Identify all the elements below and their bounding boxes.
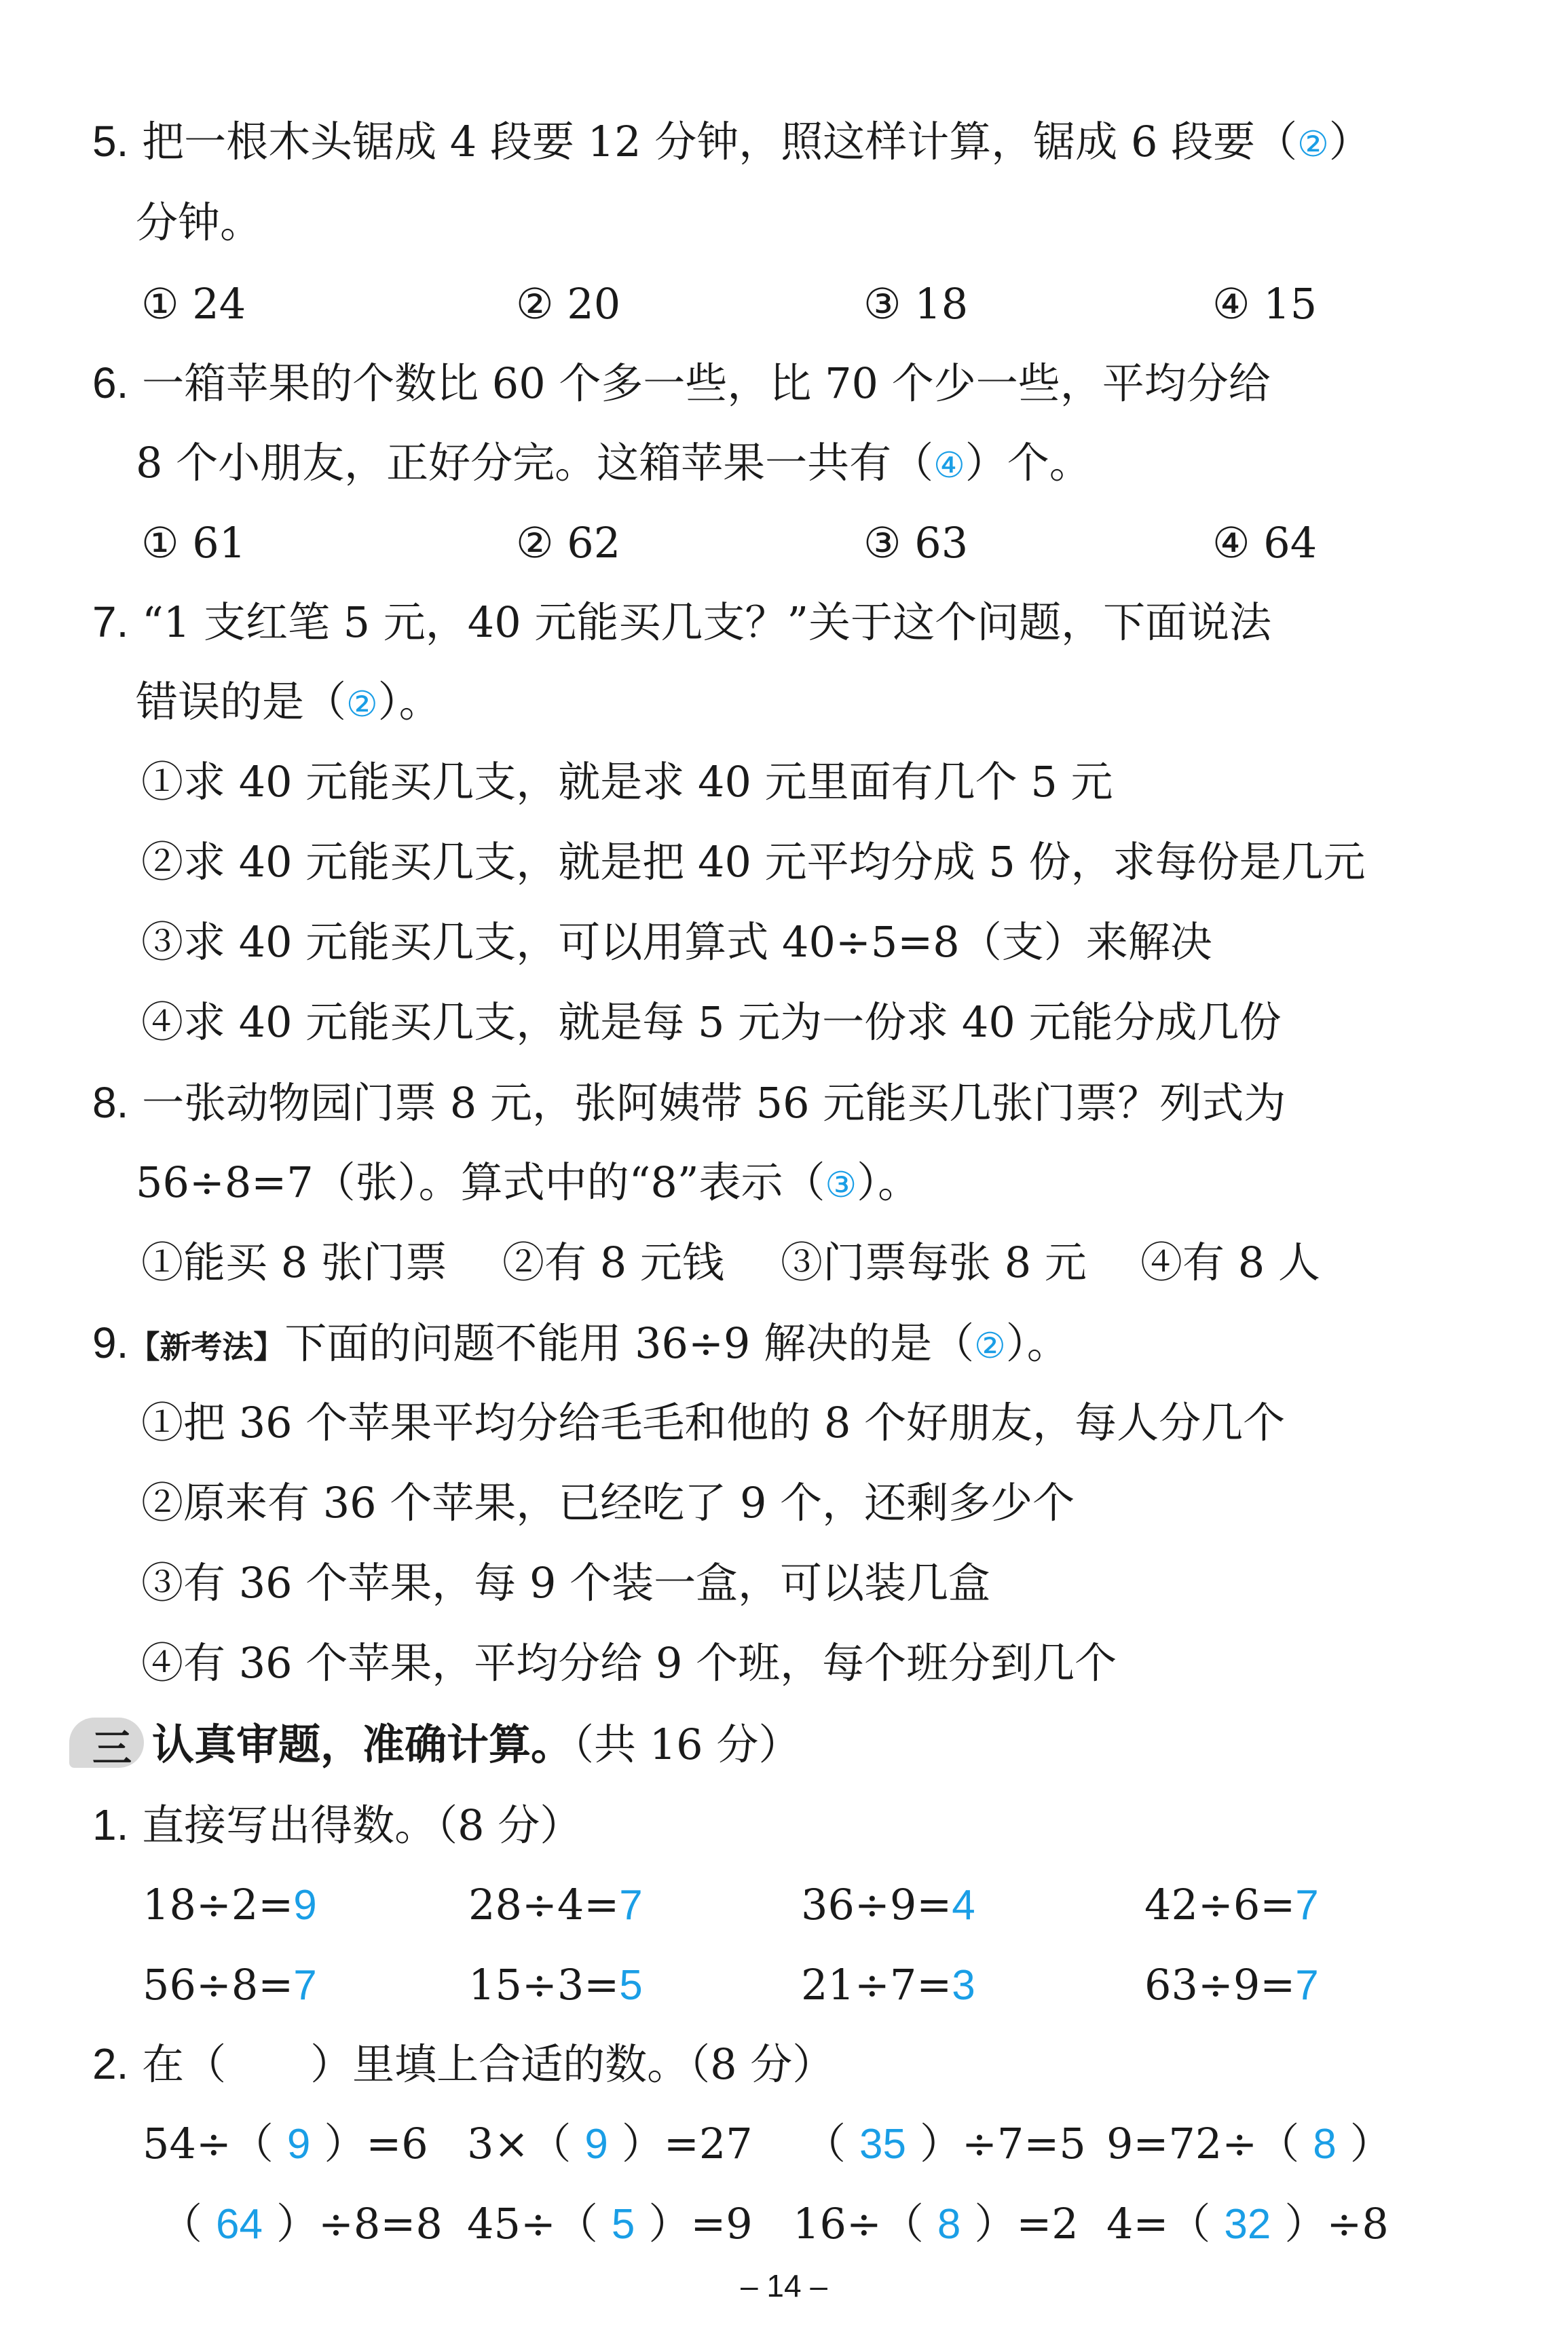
- fill-post: ）: [1349, 2119, 1392, 2168]
- q5-option-1: ① 24: [141, 279, 246, 329]
- fill-item: [467, 2197, 753, 2252]
- calc-item: [468, 1878, 643, 1933]
- q7-option-4: ④求 40 元能买几支，就是每 5 元为一份求 40 元能分成几份: [141, 997, 1282, 1047]
- q9-answer: ②: [974, 1327, 1006, 1366]
- q6-option-2: ② 62: [516, 518, 621, 568]
- fill-pre: 3×（: [467, 2119, 572, 2168]
- calc-item: [1144, 1878, 1319, 1933]
- fill-post: ）÷8=8: [276, 2199, 443, 2248]
- calc-answer: 7: [1295, 1882, 1319, 1929]
- q7-option-3: ③求 40 元能买几支，可以用算式 40÷5=8（支）来解决: [141, 917, 1212, 967]
- calc-expr: 15÷3=: [468, 1960, 620, 2009]
- calc-answer: 7: [619, 1882, 643, 1929]
- page-number: – 14 –: [741, 2268, 827, 2303]
- fill-item: [143, 2117, 428, 2172]
- q9-option-4: ④有 36 个苹果，平均分给 9 个班，每个班分到几个: [141, 1638, 1117, 1688]
- fill-answer: 64: [216, 2201, 263, 2248]
- calc-item: [143, 1958, 317, 2013]
- q6-answer: ④: [933, 446, 965, 485]
- fill-item: [1106, 2197, 1389, 2252]
- q9-text-1-end: ）。: [1005, 1318, 1069, 1368]
- q7-text-2-end: ）。: [377, 677, 441, 726]
- fill-answer: 5: [611, 2201, 635, 2248]
- q8-option-2: ②有 8 元钱: [502, 1238, 724, 1287]
- calc-expr: 18÷2=: [143, 1880, 294, 1929]
- q5-option-2: ② 20: [516, 279, 621, 329]
- q5-option-3: ③ 18: [863, 279, 969, 329]
- q8-option-1: ①能买 8 张门票: [141, 1238, 447, 1287]
- calc-answer: 3: [952, 1962, 975, 2009]
- q7-text-1: “1 支红笔 5 元，40 元能买几支？”关于这个问题，下面说法: [142, 597, 1272, 647]
- s3q2-text: 在（ ）里填上合适的数。（8 分）: [142, 2039, 835, 2089]
- q5-line1: [92, 114, 1371, 172]
- fill-answer: 32: [1224, 2201, 1271, 2248]
- q9-tag: 【新考法】: [128, 1329, 285, 1365]
- fill-answer: 9: [286, 2121, 311, 2168]
- fill-pre: （: [160, 2199, 203, 2248]
- calc-item: [1144, 1958, 1319, 2013]
- q7-line2: [136, 675, 441, 732]
- section-header: [152, 1718, 800, 1772]
- q9-option-3: ③有 36 个苹果，每 9 个装一盒，可以装几盒: [141, 1558, 991, 1608]
- q7-number: 7.: [92, 597, 129, 646]
- s3q2-line: [92, 2037, 834, 2092]
- calc-item: [801, 1958, 975, 2013]
- q5-option-4: ④ 15: [1212, 279, 1318, 329]
- calc-answer: 5: [619, 1962, 643, 2009]
- s3q1-line: [92, 1798, 582, 1853]
- calc-answer: 9: [293, 1882, 317, 1929]
- q5-number: 5.: [92, 117, 129, 166]
- fill-answer: 35: [859, 2121, 906, 2168]
- q8-option-4: ④有 8 人: [1140, 1238, 1320, 1287]
- calc-answer: 7: [293, 1962, 317, 2009]
- calc-expr: 42÷6=: [1144, 1880, 1296, 1929]
- q5-text-1-end: ）: [1328, 117, 1371, 166]
- fill-item: [793, 2197, 1079, 2252]
- fill-pre: 54÷（: [143, 2119, 274, 2168]
- q9-option-2: ②原来有 36 个苹果，已经吃了 9 个，还剩多少个: [141, 1478, 1075, 1527]
- fill-pre: 16÷（: [793, 2199, 924, 2248]
- calc-item: [801, 1878, 975, 1933]
- fill-post: ）÷8: [1284, 2199, 1389, 2248]
- q7-answer: ②: [346, 685, 378, 724]
- q6-line2: [136, 436, 1091, 493]
- q5-answer: ②: [1297, 125, 1329, 164]
- q7-line1: [92, 595, 1271, 650]
- q9-text-1: 下面的问题不能用 36÷9 解决的是（: [284, 1318, 975, 1368]
- s3q1-text: 直接写出得数。（8 分）: [142, 1800, 582, 1850]
- calc-answer: 4: [952, 1882, 975, 1929]
- q9-line1: [92, 1316, 1069, 1374]
- q5-text-1: 把一根木头锯成 4 段要 12 分钟，照这样计算，锯成 6 段要（: [142, 117, 1298, 166]
- fill-pre: 4=（: [1106, 2199, 1211, 2248]
- section-score: （共 16 分）: [573, 1720, 801, 1769]
- fill-item: [467, 2117, 753, 2172]
- q8-text-2: 56÷8=7（张）。算式中的“8”表示（: [136, 1157, 825, 1207]
- calc-answer: 7: [1295, 1962, 1319, 2009]
- q5-line2: 分钟。: [136, 198, 263, 247]
- section-badge-label: 三: [92, 1725, 132, 1771]
- calc-expr: 63÷9=: [1144, 1960, 1296, 2009]
- fill-item: [804, 2117, 1086, 2172]
- q9-option-1: ①把 36 个苹果平均分给毛毛和他的 8 个好朋友，每人分几个: [141, 1398, 1286, 1447]
- fill-answer: 8: [1313, 2121, 1337, 2168]
- fill-post: ）=2: [974, 2199, 1079, 2248]
- q8-line2: [136, 1155, 920, 1212]
- calc-expr: 56÷8=: [143, 1960, 294, 2009]
- s3q2-number: 2.: [92, 2039, 129, 2088]
- q6-number: 6.: [92, 358, 129, 407]
- fill-item: [160, 2197, 443, 2252]
- q8-text-2-end: ）。: [857, 1157, 920, 1207]
- calc-item: [143, 1878, 317, 1933]
- calc-expr: 21÷7=: [801, 1960, 952, 2009]
- fill-pre: 45÷（: [467, 2199, 598, 2248]
- fill-post: ）=27: [621, 2119, 753, 2168]
- q7-option-2: ②求 40 元能买几支，就是把 40 元平均分成 5 份，求每份是几元: [141, 837, 1366, 887]
- q8-text-1: 一张动物园门票 8 元，张阿姨带 56 元能买几张门票？列式为: [142, 1078, 1286, 1128]
- fill-post: ）=6: [324, 2119, 428, 2168]
- calc-expr: 28÷4=: [468, 1880, 620, 1929]
- q9-number: 9.: [92, 1318, 129, 1367]
- calc-expr: 36÷9=: [801, 1880, 952, 1929]
- fill-pre: 9=72÷（: [1106, 2119, 1300, 2168]
- q8-number: 8.: [92, 1078, 129, 1127]
- s3q1-number: 1.: [92, 1800, 129, 1849]
- fill-answer: 9: [584, 2121, 608, 2168]
- q8-answer: ③: [825, 1166, 857, 1205]
- fill-pre: （: [804, 2119, 846, 2168]
- q6-option-3: ③ 63: [863, 518, 969, 568]
- q6-text-1: 一箱苹果的个数比 60 个多一些，比 70 个少一些，平均分给: [142, 358, 1271, 408]
- fill-post: ）=9: [648, 2199, 753, 2248]
- q7-option-1: ①求 40 元能买几支，就是求 40 元里面有几个 5 元: [141, 757, 1113, 807]
- q8-option-3: ③门票每张 8 元: [781, 1238, 1087, 1287]
- section-badge: [69, 1718, 144, 1771]
- section-title: 认真审题，准确计算。: [152, 1720, 574, 1769]
- fill-answer: 8: [937, 2201, 961, 2248]
- fill-post: ）÷7=5: [919, 2119, 1086, 2168]
- q6-text-2-end: ）个。: [965, 438, 1091, 487]
- calc-item: [468, 1958, 643, 2013]
- q6-line1: [92, 356, 1271, 411]
- q6-option-4: ④ 64: [1212, 518, 1318, 568]
- q6-option-1: ① 61: [141, 518, 246, 568]
- q8-line1: [92, 1075, 1286, 1130]
- q6-text-2: 8 个小朋友，正好分完。这箱苹果一共有（: [136, 438, 934, 487]
- fill-item: [1106, 2117, 1392, 2172]
- q7-text-2: 错误的是（: [136, 677, 347, 726]
